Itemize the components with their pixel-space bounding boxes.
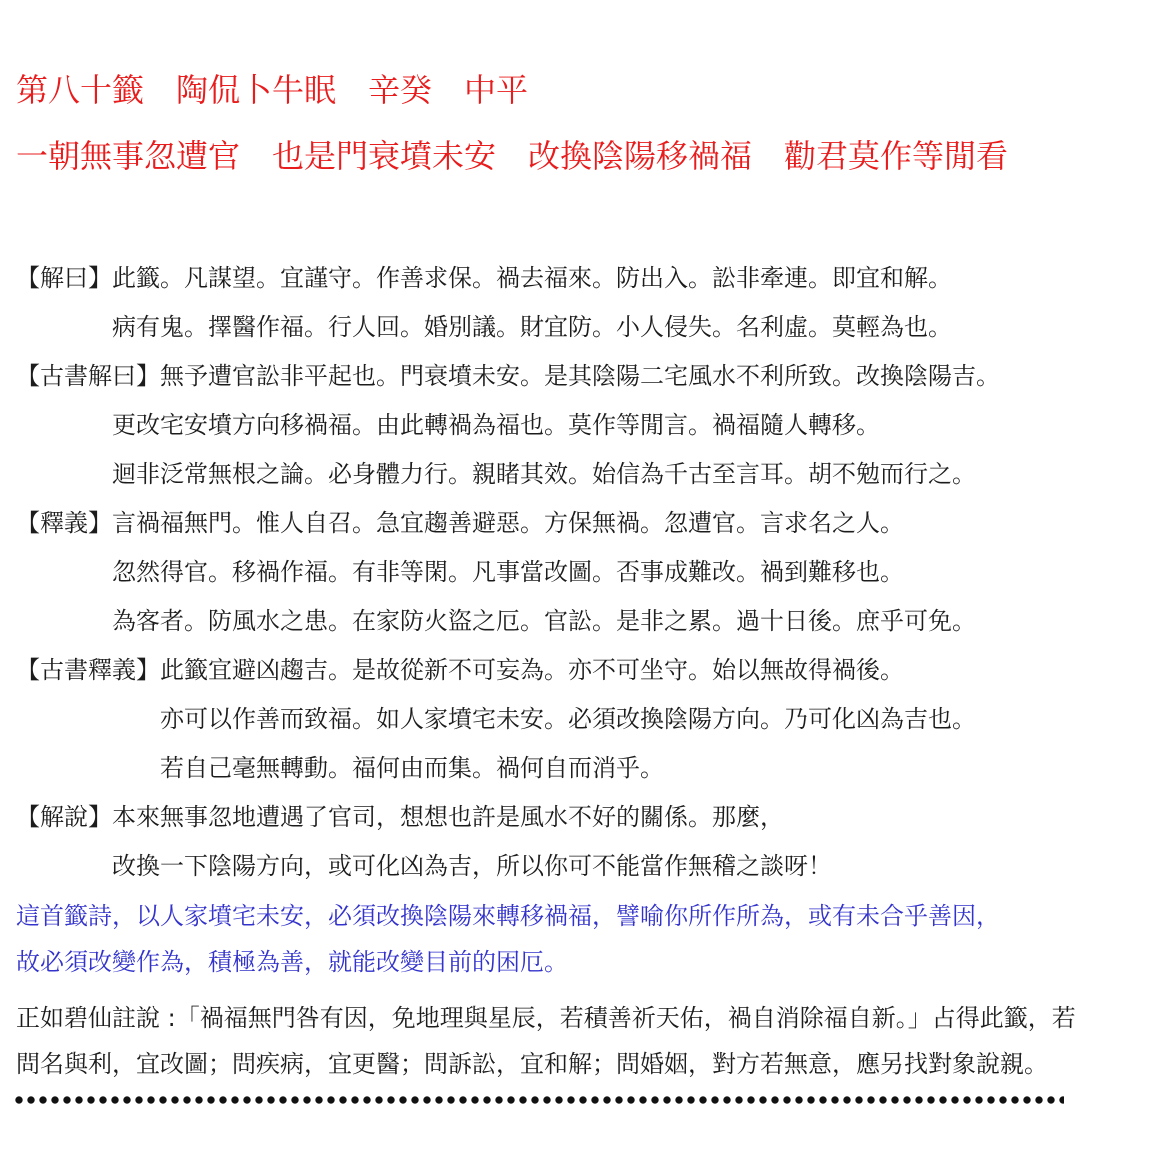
section-label: 【釋義】 <box>16 509 112 537</box>
section-label: 【解曰】 <box>16 264 112 292</box>
section-jie-shuo <box>16 793 1134 891</box>
section-gushu-shi-yi <box>16 646 1134 793</box>
section-text: 此籤宜避凶趨吉。是故從新不可妄為。亦不可坐守。始以無故得禍後。 <box>160 656 904 684</box>
section-text: 此籤。凡謀望。宜謹守。作善求保。禍去福來。防出入。訟非牽連。即宜和解。 <box>112 264 952 292</box>
section-line: 迴非泛常無根之論。必身體力行。親睹其效。始信為千古至言耳。胡不勉而行之。 <box>112 460 976 488</box>
section-line: 改換一下陰陽方向，或可化凶為吉，所以你可不能當作無稽之談呀！ <box>112 852 832 880</box>
sign-title: 第八十籤 陶侃卜牛眠 辛癸 中平 <box>16 71 529 109</box>
fortune-poem: 一朝無事忽遭官 也是門衰墳未安 改換陰陽移禍福 勸君莫作等閒看 <box>16 137 1009 175</box>
section-line: 若自己毫無轉動。福何由而集。禍何自而消乎。 <box>160 754 664 782</box>
closing-line: 問名與利，宜改圖；問疾病，宜更醫；問訴訟，宜和解；問婚姻，對方若無意，應另找對象說親。 <box>16 1050 1048 1078</box>
section-label: 【古書釋義】 <box>16 656 160 684</box>
section-first-line <box>16 499 1134 548</box>
note-line: 故必須改變作為，積極為善，就能改變目前的困厄。 <box>16 948 568 976</box>
section-line: 更改宅安墳方向移禍福。由此轉禍為福也。莫作等閒言。禍福隨人轉移。 <box>112 411 880 439</box>
section-first-line <box>16 793 1134 842</box>
section-first-line <box>16 646 1134 695</box>
section-line: 為客者。防風水之患。在家防火盜之厄。官訟。是非之累。過十日後。庶乎可免。 <box>112 607 976 635</box>
section-label: 【古書解曰】 <box>16 362 160 390</box>
section-first-line <box>16 352 1134 401</box>
blue-commentary <box>16 893 1134 985</box>
sections-body <box>16 254 1134 891</box>
section-shi-yi <box>16 499 1134 646</box>
closing-commentary <box>16 995 1134 1087</box>
section-text: 無予遭官訟非平起也。門衰墳未安。是其陰陽二宅風水不利所致。改換陰陽吉。 <box>160 362 1000 390</box>
note-line: 這首籤詩，以人家墳宅未安，必須改換陰陽來轉移禍福，譬喻你所作所為，或有未合乎善因， <box>16 902 1000 930</box>
section-text: 本來無事忽地遭遇了官司，想想也許是風水不好的關係。那麼， <box>112 803 784 831</box>
section-text: 言禍福無門。惟人自召。急宜趨善避惡。方保無禍。忽遭官。言求名之人。 <box>112 509 904 537</box>
closing-line: 正如碧仙註說 :「禍福無門咎有因，免地理與星辰，若積善祈天佑，禍自消除福自新。」占得此籤，若 <box>16 1004 1076 1032</box>
section-jie-yue <box>16 254 1134 352</box>
section-label: 【解說】 <box>16 803 112 831</box>
section-line: 亦可以作善而致福。如人家墳宅未安。必須改換陰陽方向。乃可化凶為吉也。 <box>160 705 976 733</box>
section-line: 忽然得官。移禍作福。有非等閑。凡事當改圖。否事成難改。禍到難移也。 <box>112 558 904 586</box>
section-first-line <box>16 254 1134 303</box>
section-line: 病有鬼。擇醫作福。行人回。婚別議。財宜防。小人侵失。名利虛。莫輕為也。 <box>112 313 952 341</box>
dotted-line-divider <box>14 1095 1064 1105</box>
section-gushu-jie-yue <box>16 352 1134 499</box>
